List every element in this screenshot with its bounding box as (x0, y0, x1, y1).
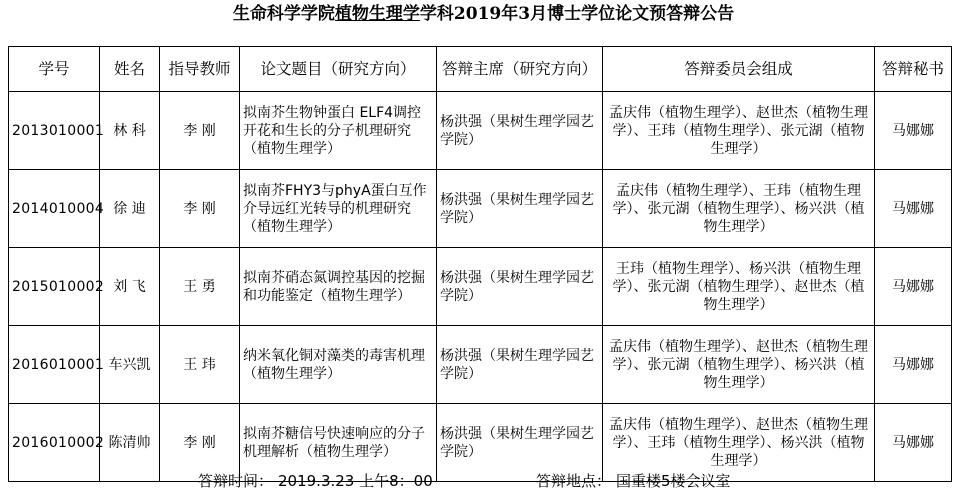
student-name-cell: 车兴凯 (100, 326, 160, 404)
committee-cell: 孟庆伟（植物生理学）、王玮（植物生理学）、张元湖（植物生理学）、杨兴洪（植物生理学） (603, 170, 875, 248)
col-header-thesis: 论文题目（研究方向） (240, 47, 437, 92)
defense-time-value: 2019.3.23 上午8：00 (278, 472, 433, 490)
student-name-cell: 刘 飞 (100, 248, 160, 326)
chair-cell: 杨洪强（果树生理学园艺学院） (437, 170, 603, 248)
secretary-cell: 马娜娜 (875, 326, 952, 404)
student-id-cell: 2016010002 (9, 404, 100, 482)
table-row (9, 170, 952, 248)
committee-cell: 王玮（植物生理学）、杨兴洪（植物生理学）、张元湖（植物生理学）、赵世杰（植物生理学） (603, 248, 875, 326)
student-id-cell: 2014010004 (9, 170, 100, 248)
student-id-cell: 2013010001 (9, 92, 100, 170)
table-row (9, 248, 952, 326)
chair-cell: 杨洪强（果树生理学园艺学院） (437, 92, 603, 170)
advisor-cell: 李 刚 (160, 92, 240, 170)
table-row (9, 326, 952, 404)
thesis-cell: 拟南芥FHY3与phyA蛋白互作介导远红光转导的机理研究（植物生理学） (240, 170, 437, 248)
table-row (9, 92, 952, 170)
secretary-cell: 马娜娜 (875, 248, 952, 326)
committee-cell: 孟庆伟（植物生理学）、赵世杰（植物生理学）、王玮（植物生理学）、杨兴洪（植物生理学） (603, 404, 875, 482)
page-title (0, 2, 967, 26)
thesis-cell: 拟南芥生物钟蛋白 ELF4调控开花和生长的分子机理研究（植物生理学） (240, 92, 437, 170)
col-header-committee: 答辩委员会组成 (603, 47, 875, 92)
chair-cell: 杨洪强（果树生理学园艺学院） (437, 326, 603, 404)
col-header-chair: 答辩主席（研究方向） (437, 47, 603, 92)
secretary-cell: 马娜娜 (875, 170, 952, 248)
advisor-cell: 李 刚 (160, 404, 240, 482)
committee-cell: 孟庆伟（植物生理学）、赵世杰（植物生理学）、王玮（植物生理学）、张元湖（植物生理学） (603, 92, 875, 170)
advisor-cell: 王 玮 (160, 326, 240, 404)
student-name-cell: 陈清帅 (100, 404, 160, 482)
col-header-student-id: 学号 (9, 47, 100, 92)
thesis-cell: 拟南芥硝态氮调控基因的挖掘和功能鉴定（植物生理学） (240, 248, 437, 326)
title-discipline: 植物生理学 (334, 4, 420, 24)
defense-place-label: 答辩地点： (536, 472, 612, 490)
student-id-cell: 2016010001 (9, 326, 100, 404)
table-header-row (9, 47, 952, 92)
title-announcement: 学科2019年3月博士学位论文预答辩公告 (419, 4, 735, 24)
defense-schedule-table (8, 46, 952, 482)
thesis-cell: 拟南芥糖信号快速响应的分子机理解析（植物生理学） (240, 404, 437, 482)
col-header-name: 姓名 (100, 47, 160, 92)
advisor-cell: 王 勇 (160, 248, 240, 326)
title-college: 生命科学学院 (232, 4, 335, 24)
student-name-cell: 徐 迪 (100, 170, 160, 248)
defense-time-label: 答辩时间： (198, 472, 274, 490)
secretary-cell: 马娜娜 (875, 92, 952, 170)
student-name-cell: 林 科 (100, 92, 160, 170)
col-header-secretary: 答辩秘书 (875, 47, 952, 92)
advisor-cell: 李 刚 (160, 170, 240, 248)
defense-place-value: 国重楼5楼会议室 (616, 472, 731, 490)
committee-cell: 孟庆伟（植物生理学）、赵世杰（植物生理学）、张元湖（植物生理学）、杨兴洪（植物生理学） (603, 326, 875, 404)
thesis-cell: 纳米氧化铜对藻类的毒害机理（植物生理学） (240, 326, 437, 404)
footer-info (0, 470, 967, 494)
chair-cell: 杨洪强（果树生理学园艺学院） (437, 404, 603, 482)
secretary-cell: 马娜娜 (875, 404, 952, 482)
chair-cell: 杨洪强（果树生理学园艺学院） (437, 248, 603, 326)
col-header-advisor: 指导教师 (160, 47, 240, 92)
student-id-cell: 2015010002 (9, 248, 100, 326)
